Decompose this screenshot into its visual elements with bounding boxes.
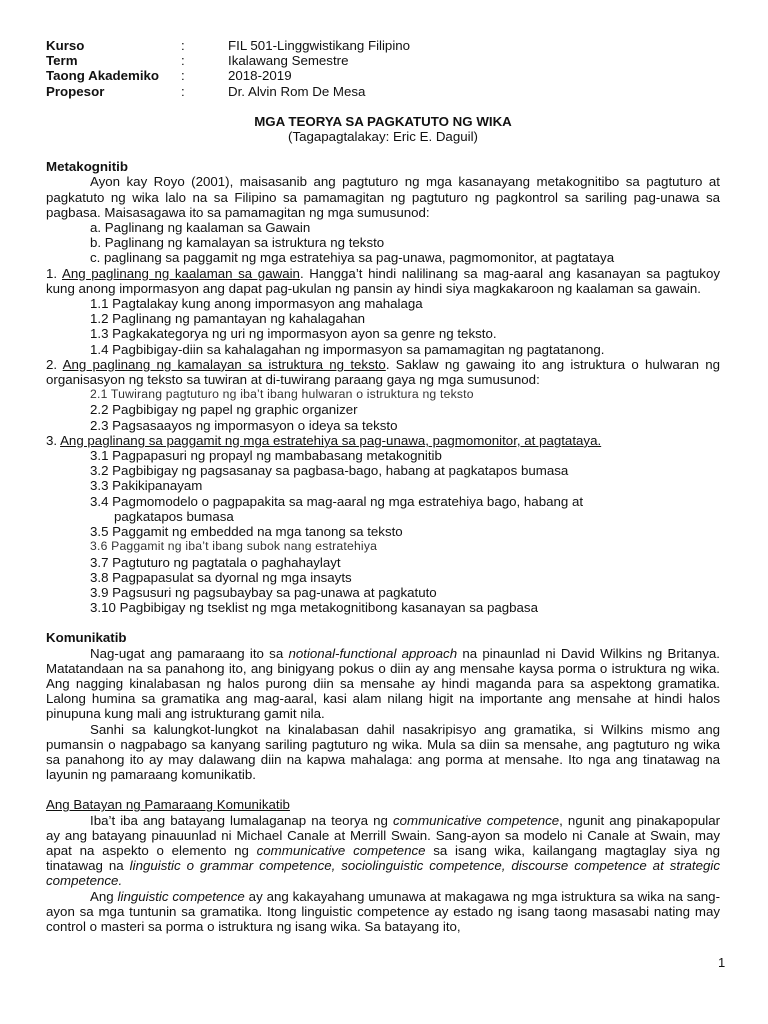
- emphasis: communicative competence: [256, 842, 426, 858]
- paragraph: Ayon kay Royo (2001), maisasanib ang pagtuturo ng mga kasanayang metakognitibo sa pagtuturo at pagkatuto ng wika lalo na sa Filipino sa pamamagitan ng pagtuturo ng pagkontrol sa sariling pag-unawa sa pagbasa. Maisasagawa ito sa pamamagitan ng mga sumusunod:: [46, 174, 720, 220]
- list-item: a. Paglinang ng kaalaman sa Gawain: [90, 220, 311, 236]
- paragraph: [46, 889, 720, 935]
- header-row-propesor: [46, 84, 720, 99]
- text-run: na pinaunlad ni David Wilkins ng Britanya. Matatandaan na sa panahong ito, ang binigyang pokus o diin ay ang mensahe kaysa porma o istruktura ng wika. Ang nagging kinalabasan ng halos purong diin sa mensahe ay hindi maganda para sa aspektong gramatika. Lalong humina sa gramatika ang mag-aaral, kasi alam nilang higit na importante ang mensahe at hindi halos pinupuna kung mali ang istrukturang gamit nila.: [46, 645, 720, 722]
- text-run: , ngunit ang pinakapopular ay ang batayang pinauunlad ni Michael Canale at Merrill Swain. Sang-ayon sa modelo ni Canale at Swain, may apat na aspekto o elemento ng: [46, 812, 721, 858]
- numbered-paragraph-2: [46, 357, 720, 387]
- course-header: [46, 38, 720, 99]
- header-key: Kurso: [46, 38, 85, 53]
- list-item: 1.3 Pagkakategorya ng uri ng impormasyon ayon sa genre ng teksto.: [90, 326, 497, 342]
- item-number: 2.: [46, 356, 58, 372]
- header-row-taong-akademiko: [46, 68, 720, 83]
- list-item-text: 3.4 Pagmomodelo o pagpapakita sa mag-aaral ng mga estratehiya bago, habang at: [90, 493, 584, 509]
- item-text: . Saklaw ng gawaing ito ang istruktura o hulwaran ng organisasyon ng teksto sa tuwiran at di-tuwirang paraang gaya ng mga sumusunod:: [46, 356, 721, 388]
- item-number: 1.: [46, 265, 58, 281]
- list-item: 3.2 Pagbibigay ng pagsasanay sa pagbasa-bago, habang at pagkatapos bumasa: [90, 463, 569, 479]
- header-value: FIL 501-Linggwistikang Filipino: [228, 38, 411, 53]
- item-heading: Ang paglinang ng kamalayan sa istruktura ng teksto: [62, 356, 386, 372]
- section-heading-metakognitib: Metakognitib: [46, 159, 128, 175]
- list-item: [46, 494, 720, 524]
- header-key: Propesor: [46, 83, 105, 99]
- header-value: 2018-2019: [228, 68, 292, 84]
- emphasis: linguistic competence: [117, 888, 245, 904]
- text-run: Nag-ugat ang pamaraang ito sa: [90, 645, 289, 661]
- list-item: c. paglinang sa paggamit ng mga estratehiya sa pag-unawa, pagmomonitor, at pagtataya: [90, 250, 615, 266]
- list-item: 2.3 Pagsasaayos ng impormasyon o ideya sa teksto: [90, 417, 398, 433]
- list-item: 3.5 Paggamit ng embedded na mga tanong sa teksto: [90, 524, 403, 540]
- document-subtitle: (Tagapagtalakay: Eric E. Daguil): [288, 129, 478, 145]
- list-item: 2.1 Tuwirang pagtuturo ng iba’t ibang hulwaran o istruktura ng teksto: [90, 387, 474, 402]
- header-colon: :: [181, 83, 185, 99]
- list-item: 3.8 Pagpapasulat sa dyornal ng mga insayts: [90, 569, 352, 585]
- header-value: Dr. Alvin Rom De Mesa: [228, 83, 366, 99]
- paragraph: Sanhi sa kalungkot-lungkot na kinalabasan dahil nasakripisyo ang gramatika, si Wilkins mismo ang pumansin o nagpabago sa kanyang sariling pagtuturo ng wika. Mula sa diin sa mensahe, ang pagtuturo ng wika sa panahong ito ay may dalawang diin na kapwa mahalaga: ang porma at mensahe. Ito nga ang tinatawag na layunin ng pamaraang komunikatib.: [46, 721, 720, 783]
- numbered-paragraph-1: [46, 266, 720, 296]
- text-run: sa isang wika, kailangang magtaglay siya ng tinatawag na: [46, 842, 721, 874]
- list-item: 2.2 Pagbibigay ng papel ng graphic organizer: [90, 402, 358, 418]
- text-run: ay ang kakayahang umunawa at makagawa ng mga istruktura sa wika na sang-ayon sa mga tuntunin sa gramatika. Itong linguistic competence ay estado ng isang taong masasabi nating may control o masteri sa porma o istruktura ng isang wika. Sa batayang ito,: [46, 888, 721, 934]
- emphasis: linguistic o grammar competence, sociolinguistic competence, discourse competence at strategic competence.: [46, 858, 720, 889]
- list-item: 1.1 Pagtalakay kung anong impormasyon ang mahalaga: [90, 296, 423, 312]
- section-heading-komunikatib: Komunikatib: [46, 630, 127, 646]
- header-key: Term: [46, 53, 78, 69]
- list-item-continuation: pagkatapos bumasa: [114, 508, 234, 524]
- item-number: 3.: [46, 432, 58, 448]
- header-colon: :: [181, 68, 185, 84]
- list-item: 3.9 Pagsusuri ng pagsubaybay sa pag-unawa at pagkatuto: [90, 584, 437, 600]
- list-item: 3.10 Pagbibigay ng tseklist ng mga metakognitibong kasanayan sa pagbasa: [90, 600, 538, 616]
- list-item: b. Paglinang ng kamalayan sa istruktura ng teksto: [90, 235, 385, 251]
- header-row-kurso: [46, 38, 720, 53]
- paragraph: [46, 813, 720, 889]
- header-key: Taong Akademiko: [46, 68, 160, 84]
- text-run: Iba’t iba ang batayang lumalaganap na teorya ng: [90, 812, 393, 828]
- item-heading: Ang paglinang ng kaalaman sa gawain: [61, 265, 300, 281]
- item-text: . Hangga’t hindi nalilinang sa mag-aaral ang kasanayan sa pagtukoy kung anong impormasyon ang dapat pag-ukulan ng pansin ay hindi siya magkakaroon ng kaalaman sa gawain.: [46, 265, 720, 296]
- numbered-paragraph-3: [46, 433, 720, 448]
- emphasis: notional-functional approach: [288, 645, 458, 661]
- list-item: 3.7 Pagtuturo ng pagtatala o paghahaylayt: [90, 554, 341, 570]
- text-run: Ang: [90, 888, 118, 904]
- header-value: Ikalawang Semestre: [228, 53, 349, 69]
- list-item: 3.6 Paggamit ng iba’t ibang subok nang estratehiya: [90, 539, 378, 554]
- section-heading-batayan: Ang Batayan ng Pamaraang Komunikatib: [46, 797, 290, 813]
- header-colon: :: [181, 38, 185, 53]
- document-title: MGA TEORYA SA PAGKATUTO NG WIKA: [254, 113, 512, 129]
- header-colon: :: [181, 53, 185, 69]
- list-item: 3.3 Pakikipanayam: [90, 478, 203, 494]
- emphasis: communicative competence: [392, 812, 560, 828]
- header-row-term: [46, 53, 720, 68]
- list-item: 3.1 Pagpapasuri ng propayl ng mambabasang metakognitib: [90, 448, 442, 464]
- paragraph: [46, 646, 720, 722]
- item-heading: Ang paglinang sa paggamit ng mga estratehiya sa pag-unawa, pagmomonitor, at pagtataya.: [60, 432, 602, 448]
- page-number: 1: [718, 955, 726, 970]
- list-item: 1.4 Pagbibigay-diin sa kahalagahan ng impormasyon sa pamamagitan ng pagtatanong.: [90, 341, 605, 357]
- list-item: 1.2 Paglinang ng pamantayan ng kahalagahan: [90, 311, 366, 327]
